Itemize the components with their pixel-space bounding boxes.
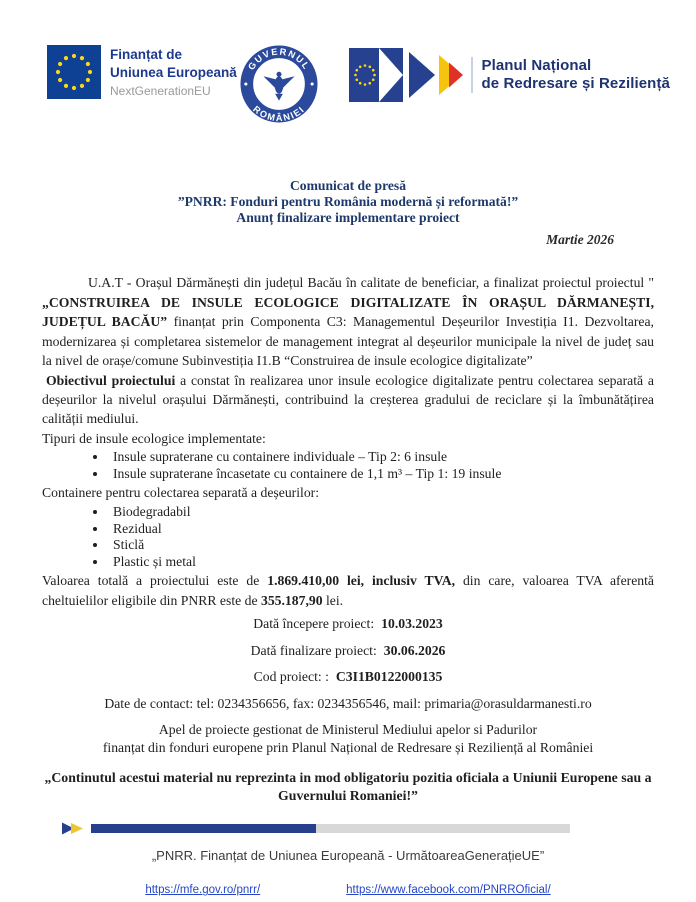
seal-text-top: GUVERNUL bbox=[246, 46, 313, 72]
island-types-intro: Tipuri de insule ecologice implementate: bbox=[42, 430, 266, 446]
eu-logo-text bbox=[110, 45, 237, 99]
project-code-label: Cod proiect: : bbox=[253, 669, 329, 685]
list-item: • Plastic și metal bbox=[108, 554, 654, 570]
footer-links bbox=[0, 884, 696, 896]
pnrr-logo bbox=[349, 45, 670, 105]
call-info-line2: finanțat din fonduri europene prin Planul Național de Redresare și Reziliență al României bbox=[102, 739, 594, 755]
start-date-value: 10.03.2023 bbox=[381, 616, 443, 632]
island-types-list bbox=[42, 449, 654, 482]
footer-progress-bar bbox=[62, 822, 570, 835]
call-info-line1: Apel de proiecte gestionat de Ministerul Mediului apelor si Padurilor bbox=[158, 722, 538, 738]
p1-seg1: U.A.T - Orașul Dărmănești din județul Bacău în calitate de beneficiar, a finalizat proiectul proiectul " bbox=[88, 275, 654, 291]
value-seg5: lei. bbox=[322, 592, 344, 608]
title-line1: Comunicat de presă bbox=[289, 178, 407, 193]
project-start-date bbox=[42, 615, 654, 633]
contact-line: Date de contact: tel: 0234356656, fax: 0234356546, mail: primaria@orasuldarmanesti.ro bbox=[104, 695, 592, 711]
footer-bar-blue-segment bbox=[91, 824, 316, 833]
eu-funded-line2: Uniunea Europeană bbox=[110, 64, 237, 80]
objective-label: Obiectivul proiectului bbox=[46, 372, 176, 388]
pnrr-logo-text bbox=[471, 57, 670, 92]
facebook-link[interactable]: https://www.facebook.com/PNRROficial/ bbox=[346, 884, 551, 897]
pnrr-logo-icon bbox=[349, 45, 467, 105]
document-body bbox=[0, 273, 696, 805]
eu-funding-logo bbox=[47, 45, 237, 99]
eu-funded-line1: Finanțat de bbox=[110, 47, 183, 62]
guvernul-romaniei-seal bbox=[240, 45, 318, 128]
eagle-emblem-icon bbox=[264, 72, 295, 101]
guvernul-romaniei-seal-icon bbox=[240, 45, 318, 123]
document-title bbox=[0, 178, 696, 225]
seal-text-bottom: ROMÂNIEI bbox=[251, 103, 307, 123]
footer-bar bbox=[91, 824, 570, 833]
list-item: • Insule supraterane cu containere individuale – Tip 2: 6 insule bbox=[108, 449, 654, 465]
title-line2: ”PNRR: Fonduri pentru România modernă și reformată!” bbox=[177, 193, 519, 209]
title-line3: Anunț finalizare implementare proiect bbox=[236, 209, 460, 225]
start-date-label: Dată începere proiect: bbox=[253, 616, 375, 632]
footer-arrow-icon bbox=[62, 822, 90, 835]
mfe-link[interactable]: https://mfe.gov.ro/pnrr/ bbox=[145, 884, 261, 897]
list-item: • Biodegradabil bbox=[108, 504, 654, 520]
containers-intro: Containere pentru colectarea separată a deșeurilor: bbox=[42, 485, 320, 501]
list-item: • Insule supraterane încasetate cu containere de 1,1 m³ – Tip 1: 19 insule bbox=[108, 466, 654, 482]
pnrr-title-line2: de Redresare și Reziliență bbox=[481, 75, 670, 92]
vat-value: 355.187,90 bbox=[260, 592, 323, 608]
paragraph-objective bbox=[42, 371, 654, 429]
project-name: „CONSTRUIREA DE INSULE ECOLOGICE DIGITALIZATE ÎN ORAȘUL DĂRMANEȘTI, JUDEȚUL BACĂU” bbox=[42, 294, 654, 330]
issue-date: Martie 2026 bbox=[546, 232, 614, 248]
value-seg1: Valoarea totală a proiectului este de bbox=[42, 573, 268, 589]
objective-text: a constat în realizarea unor insule ecologice digitalizate pentru colectarea separată a deșeurilor la nivelul orașului Dărmănești, contribuind la creșterea gradului de reciclare și la îmbunătățirea calității mediului. bbox=[42, 372, 654, 427]
list-item: • Sticlă bbox=[108, 537, 654, 553]
end-date-value: 30.06.2026 bbox=[383, 642, 446, 658]
header-logos bbox=[0, 0, 696, 128]
disclaimer: „Continutul acestui material nu reprezinta in mod obligatoriu pozitia oficiala a Uniunii Europene sau a Guvernului Romaniei!” bbox=[44, 770, 652, 804]
containers-list bbox=[42, 504, 654, 571]
value-seg3: din care, valoarea TVA aferentă cheltuielilor eligibile din PNRR este de bbox=[42, 573, 655, 608]
total-value: 1.869.410,00 lei, inclusiv TVA, bbox=[267, 573, 456, 589]
project-code-value: C3I1B0122000135 bbox=[335, 669, 443, 685]
end-date-label: Dată finalizare proiect: bbox=[250, 642, 377, 658]
pnrr-title-line1: Planul Național bbox=[481, 57, 592, 75]
eu-flag-icon bbox=[47, 45, 101, 99]
project-end-date bbox=[42, 642, 654, 660]
footer-motto: „PNRR. Finanțat de Uniunea Europeană - UrmătoareaGenerațieUE” bbox=[151, 848, 545, 864]
paragraph-total-value bbox=[42, 571, 654, 610]
svg-text:ROMÂNIEI bbox=[251, 104, 307, 123]
project-code bbox=[42, 668, 654, 686]
call-info bbox=[42, 721, 654, 756]
p1-seg3: finanțat prin Componenta C3: Managementul Deșeurilor Investiția I1. Dezvoltarea, modernizarea și completarea sistemelor de management integrat al deșeurilor municipale la nivel de județ sau la nivel de orașe/comune Subinvestiția I1.B “Construirea de insule ecologice digitalizate” bbox=[42, 314, 654, 369]
footer-bar-gray-segment bbox=[316, 824, 570, 833]
nextgeneration-eu-label: NextGenerationEU bbox=[110, 84, 211, 99]
paragraph-beneficiary bbox=[42, 273, 654, 370]
list-item: • Rezidual bbox=[108, 521, 654, 537]
